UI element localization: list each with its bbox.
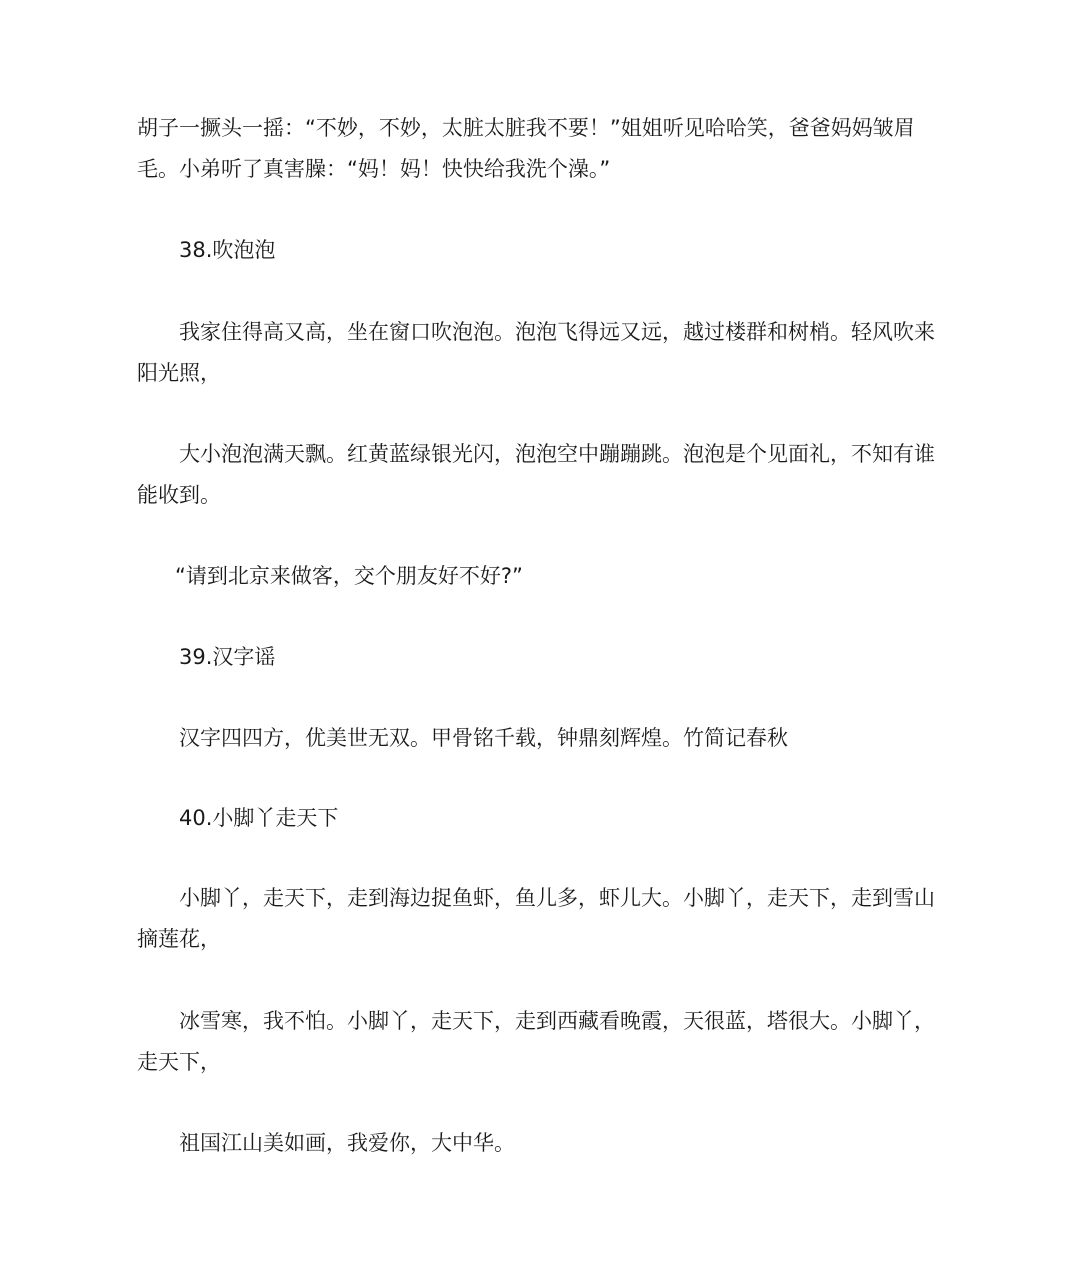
heading-38: 38.吹泡泡 bbox=[179, 238, 276, 262]
paragraph-7: 冰雪寒，我不怕。小脚丫，走天下，走到西藏看晚霞，天很蓝，塔很大。小脚丫，走天下， bbox=[137, 1009, 935, 1074]
paragraph-5: 汉字四四方，优美世无双。甲骨铭千载，钟鼎刻辉煌。竹简记春秋 bbox=[179, 726, 788, 750]
paragraph-1: 胡子一撅头一摇：“不妙，不妙，太脏太脏我不要！”姐姐听见哈哈笑，爸爸妈妈皱眉毛。小弟听了真害臊：“妈！妈！快快给我洗个澡。” bbox=[137, 116, 915, 181]
paragraph-8: 祖国江山美如画，我爱你，大中华。 bbox=[179, 1131, 515, 1155]
paragraph-6: 小脚丫，走天下，走到海边捉鱼虾，鱼儿多，虾儿大。小脚丫，走天下，走到雪山摘莲花， bbox=[137, 886, 935, 951]
paragraph-2: 我家住得高又高，坐在窗口吹泡泡。泡泡飞得远又远，越过楼群和树梢。轻风吹来阳光照， bbox=[137, 320, 935, 385]
heading-39: 39.汉字谣 bbox=[179, 645, 276, 669]
heading-40: 40.小脚丫走天下 bbox=[179, 806, 339, 830]
paragraph-4: “请到北京来做客，交个朋友好不好?” bbox=[175, 564, 523, 588]
paragraph-3: 大小泡泡满天飘。红黄蓝绿银光闪，泡泡空中蹦蹦跳。泡泡是个见面礼，不知有谁能收到。 bbox=[137, 442, 935, 507]
